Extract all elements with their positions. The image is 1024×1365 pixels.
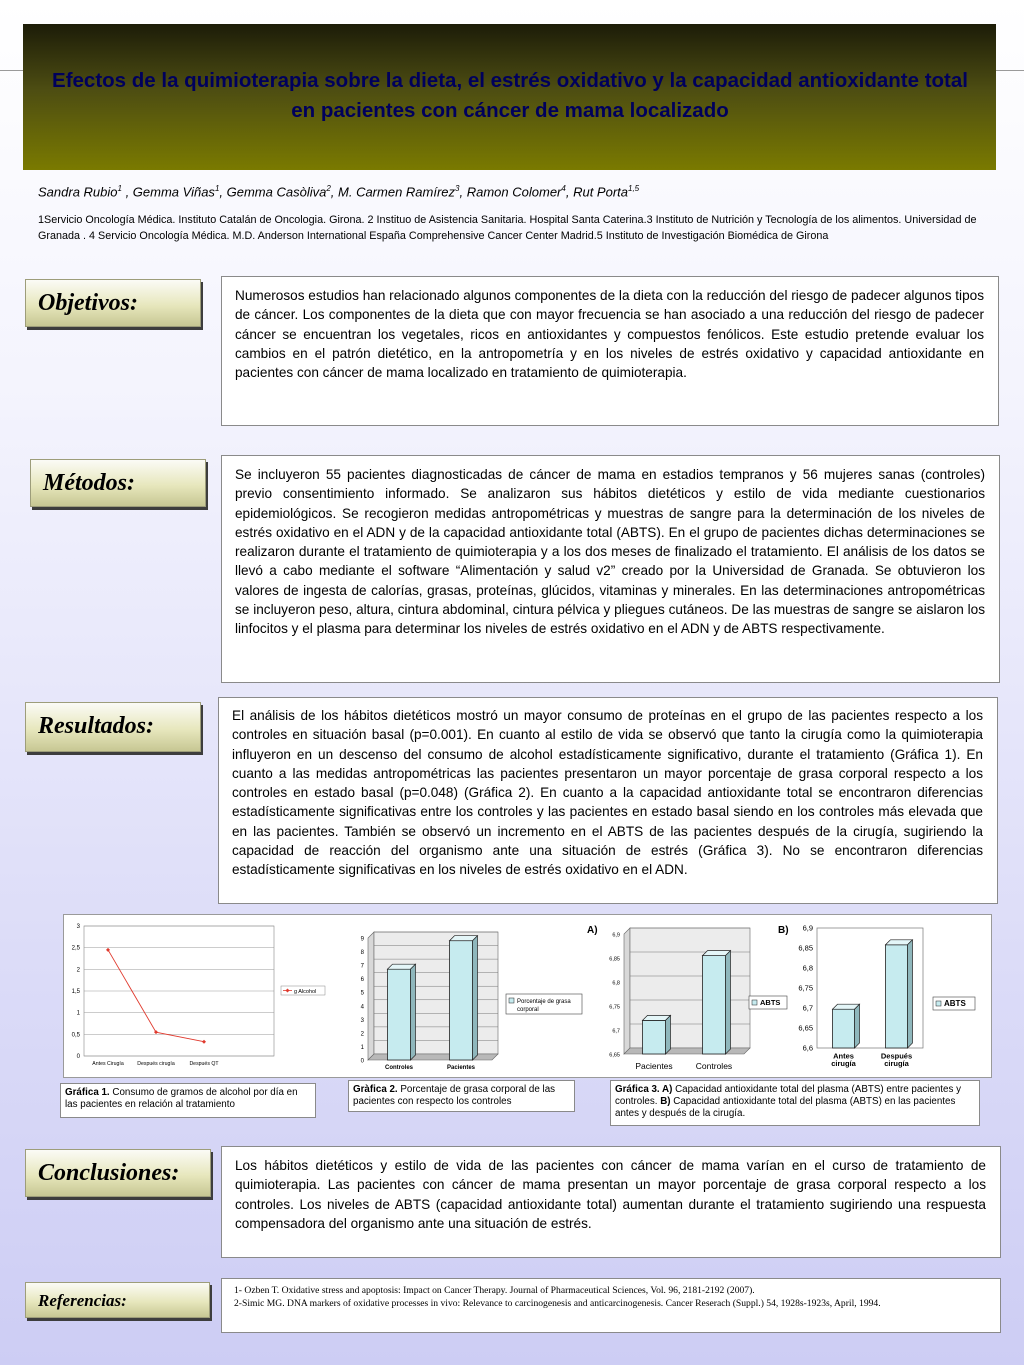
metodos-text: Se incluyeron 55 pacientes diagnosticadas de cáncer de mama en estadios tempranos y 56 mujeres sanas (controles) previo consentimiento informado. Se analizaron sus hábitos dietéticos y estilo de vida mediante cuestionarios epidemiológicos. Se recogieron medidas antropométricas y muestras de sangre para la determinación de los niveles de estrés oxidativo en el ADN y de la capacidad antioxidante total (ABTS). En el grupo de pacientes dichas determinaciones se realizaron durante el tratamiento de quimioterapia y a los dos meses de finalizado el tratamiento. El análisis de los datos se llevó a cabo mediante el software “Alimentación y salud v2” creado por la Universidad de Granada. Se obtuvieron los valores de ingesta de calorías, grasas, proteínas, glúcidos, vitaminas y minerales. En las determinaciones antropométricas se incluyeron peso, altura, cintura abdominal, cintura pélvica y pliegues cutáneos. De las muestras de sangre se aislaron los linfocitos y el plasma para determinar los niveles de estrés oxidativo en el ADN y de ABTS respectivamente.	[221, 455, 1000, 683]
author-name: Rut Porta	[573, 184, 628, 200]
objetivos-heading: Objetivos:	[25, 279, 201, 327]
author-separator: ,	[565, 184, 574, 200]
author-affiliation-mark: 3	[455, 184, 460, 193]
legend-label: g Alcohol	[294, 989, 317, 995]
panel-b-tag: B)	[778, 925, 789, 936]
reference-item: 1- Ozben T. Oxidative stress and apoptosis: Impact on Cancer Therapy. Journal of Pharmaceutical Sciences, Vol. 96, 2181-2192 (2007).	[234, 1285, 755, 1296]
y-tick-label: 2	[76, 967, 80, 974]
y-tick-label: 9	[360, 936, 364, 943]
y-tick-label: 2	[360, 1031, 364, 1038]
caption-3-label: Gráfica 3. A)	[615, 1084, 673, 1095]
chart-side-wall	[368, 932, 374, 1060]
bar	[703, 956, 726, 1054]
x-tick-label: cirugía	[831, 1059, 856, 1068]
chart-grasa-corporal-bar	[348, 925, 588, 1073]
y-tick-label: 2,5	[71, 945, 80, 952]
legend-label: corporal	[517, 1007, 539, 1013]
author-separator: ,	[459, 184, 467, 200]
y-tick-label: 4	[360, 1004, 364, 1011]
caption-3-text-b: Capacidad antioxidante total del plasma (ABTS) en las pacientes antes y después de la cirugía.	[615, 1096, 956, 1119]
author-affiliation-mark: 1	[117, 184, 122, 193]
y-tick-label: 1	[76, 1010, 80, 1017]
bar-side	[855, 1004, 860, 1048]
y-tick-label: 6,8	[612, 980, 620, 987]
x-tick-label: Antes	[833, 1051, 854, 1061]
y-tick-label: 7	[360, 963, 364, 970]
resultados-heading: Resultados:	[25, 702, 201, 752]
y-tick-label: 1,5	[71, 989, 80, 995]
y-tick-label: 6,9	[802, 923, 813, 933]
y-tick-label: 1	[360, 1044, 364, 1051]
y-tick-label: 6,65	[798, 1023, 813, 1033]
x-tick-label: Controles	[695, 1061, 733, 1071]
author-affiliation-mark: 2	[326, 184, 331, 193]
y-tick-label: 0,5	[71, 1032, 80, 1039]
y-tick-label: 3	[360, 1017, 364, 1024]
caption-grafica-2	[348, 1080, 575, 1112]
author-name: Ramon Colomer	[466, 184, 562, 200]
bar-side	[473, 936, 478, 1060]
caption-3-text: Capacidad antioxidante total del plasma (ABTS) entre pacientes y controles.	[615, 1084, 961, 1107]
resultados-text: El análisis de los hábitos dietéticos mostró un mayor consumo de proteínas en el grupo de las pacientes respecto a los controles en situación basal (p=0.001). En cuanto al estilo de vida se observó que tanto la cirugía como la quimioterapia influyeron en un descenso del consumo de alcohol estadísticamente significativo, durante el tratamiento (Gráfica 1). En cuanto a las medidas antropométricas las pacientes presentaron un mayor porcentaje de grasa corporal respecto a los controles en estado basal (p=0.048) (Gráfica 2). En cuanto a la capacidad antioxidante total se encontraron diferencias estadísticamente significativas entre los controles y las pacientes en estado basal siendo en los controles más elevada que en las pacientes. También se observó un incremento en el ABTS de las pacientes después de la cirugía, sugiriendo la capacidad de reacción del organismo ante una situación de estrés (Gráfica 3). No se encontraron diferencias estadísticamente significativas en los niveles de estrés oxidativo en el ADN.	[218, 697, 998, 904]
caption-grafica-1	[60, 1083, 316, 1118]
y-tick-label: 5	[360, 990, 364, 997]
legend-label: ABTS	[944, 999, 966, 1008]
bar	[886, 945, 908, 1048]
author-separator: ,	[121, 184, 133, 200]
y-tick-label: 8	[360, 950, 364, 957]
y-tick-label: 0	[360, 1058, 364, 1065]
y-tick-label: 6,6	[802, 1043, 813, 1053]
affiliations: 1Servicio Oncología Médica. Instituto Catalán de Oncologia. Girona. 2 Instituo de Asistencia Sanitaria. Hospital Santa Caterina.3 Instituto de Nutrición y Tecnología de los alimentos. Universidad de Granada . 4 Servicio Oncología Médica. M.D. Anderson International España Comprehensive Cancer Center Madrid.5 Instituto de Investigación Biomédica de Girona	[38, 214, 977, 242]
bar-side	[726, 951, 731, 1054]
bar-side	[908, 940, 913, 1048]
caption-1-label: Gráfica 1.	[65, 1087, 110, 1098]
y-tick-label: 6,85	[798, 943, 813, 953]
y-tick-label: 6	[360, 977, 364, 984]
bar	[450, 941, 473, 1060]
y-tick-label: 6,75	[609, 1004, 620, 1011]
author-name: Gemma Casòliva	[226, 184, 327, 200]
legend-swatch	[509, 998, 514, 1003]
y-tick-label: 6,8	[802, 963, 813, 973]
chart-abts-b-bar	[787, 924, 987, 1076]
caption-2-label: Gràfica 2.	[353, 1084, 398, 1095]
conclusiones-text: Los hábitos dietéticos y estilo de vida de las pacientes con cáncer de mama varían en el curso de tratamiento de quimioterapia. Las pacientes con cáncer de mama presentan un mayor porcentaje de grasa corporal respecto a los controles. Los niveles de ABTS (capacidad antioxidante total) aumentan durante el tratamiento sugiriendo una respuesta compensadora del organismo ante una situación de estrés.	[221, 1146, 1001, 1258]
author-affiliation-mark: 1	[214, 184, 220, 193]
author-list	[38, 184, 639, 199]
y-tick-label: 6,9	[612, 932, 620, 939]
author-separator: ,	[219, 184, 227, 200]
y-tick-label: 3	[76, 924, 80, 930]
x-tick-label: Pacientes	[635, 1061, 673, 1071]
bar	[833, 1009, 855, 1048]
legend-label: ABTS	[760, 998, 781, 1007]
author-name: Sandra Rubio	[38, 184, 118, 200]
y-tick-label: 0	[76, 1054, 80, 1060]
bar	[643, 1020, 666, 1054]
author-separator: ,	[330, 184, 339, 200]
bar	[388, 969, 411, 1060]
y-tick-label: 6,7	[802, 1003, 813, 1013]
x-tick-label: Antes Cirugía	[92, 1061, 124, 1067]
y-tick-label: 6,85	[609, 956, 620, 963]
bar-side	[411, 964, 416, 1060]
chart-side-wall	[624, 928, 630, 1054]
referencias-box	[221, 1278, 1001, 1333]
y-tick-label: 6,65	[609, 1052, 620, 1059]
bar-side	[666, 1015, 671, 1054]
x-tick-label: Pacientes	[446, 1065, 476, 1071]
author-affiliation-mark: 1,5	[628, 184, 640, 193]
x-tick-label: Después	[880, 1051, 913, 1061]
x-tick-label: Controles	[384, 1065, 414, 1071]
caption-1-text: Consumo de gramos de alcohol por día en las pacientes en relación al tratamiento	[65, 1087, 298, 1110]
x-tick-label: cirugía	[884, 1059, 909, 1068]
panel-a-tag: A)	[587, 925, 598, 936]
y-tick-label: 6,7	[612, 1028, 620, 1035]
metodos-heading: Métodos:	[30, 459, 206, 507]
caption-grafica-3	[610, 1080, 980, 1126]
objetivos-text: Numerosos estudios han relacionado algunos componentes de la dieta con la reducción del riesgo de padecer algunos tipos de cáncer. Los componentes de la dieta que con mayor frecuencia se han asociado a una reducción del riesgo de padecer cáncer se encuentran los vegetales, ricos en antioxidantes y compuestos fenólicos. Este estudio pretende evaluar los cambios en el patrón dietético, en la antropometría y en los niveles de estrés oxidativo y capacidad antioxidante en pacientes con cáncer de mama localizado en tratamiento de quimioterapia.	[221, 276, 999, 426]
chart-alcohol-line	[64, 918, 330, 1076]
legend-swatch	[752, 1000, 757, 1005]
x-tick-label: Después QT	[189, 1061, 219, 1067]
referencias-heading: Referencias:	[25, 1282, 210, 1318]
conclusiones-heading: Conclusiones:	[25, 1149, 211, 1197]
caption-3-label-b: B)	[660, 1096, 671, 1107]
chart-abts-a-bar	[594, 926, 794, 1076]
x-tick-label: Después cirugía	[137, 1061, 175, 1067]
y-tick-label: 6,75	[798, 983, 813, 993]
author-affiliation-mark: 4	[561, 184, 566, 193]
author-name: M. Carmen Ramírez	[338, 184, 456, 200]
caption-2-text: Porcentaje de grasa corporal de las pacientes con respecto los controles	[353, 1084, 556, 1107]
reference-item: 2-Simic MG. DNA markers of oxidative processes in vivo: Relevance to carcinogenesis and anticarcinogenesis. Cancer Reserach (Suppl.) 54, 1928s-1923s, April, 1994.	[234, 1297, 881, 1309]
legend-label: Porcentaje de grasa	[517, 999, 571, 1005]
author-name: Gemma Viñas	[132, 184, 215, 200]
poster-title: Efectos de la quimioterapia sobre la dieta, el estrés oxidativo y la capacidad antioxidante total en pacientes con cáncer de mama localizado	[52, 69, 968, 122]
legend-swatch	[936, 1001, 941, 1006]
